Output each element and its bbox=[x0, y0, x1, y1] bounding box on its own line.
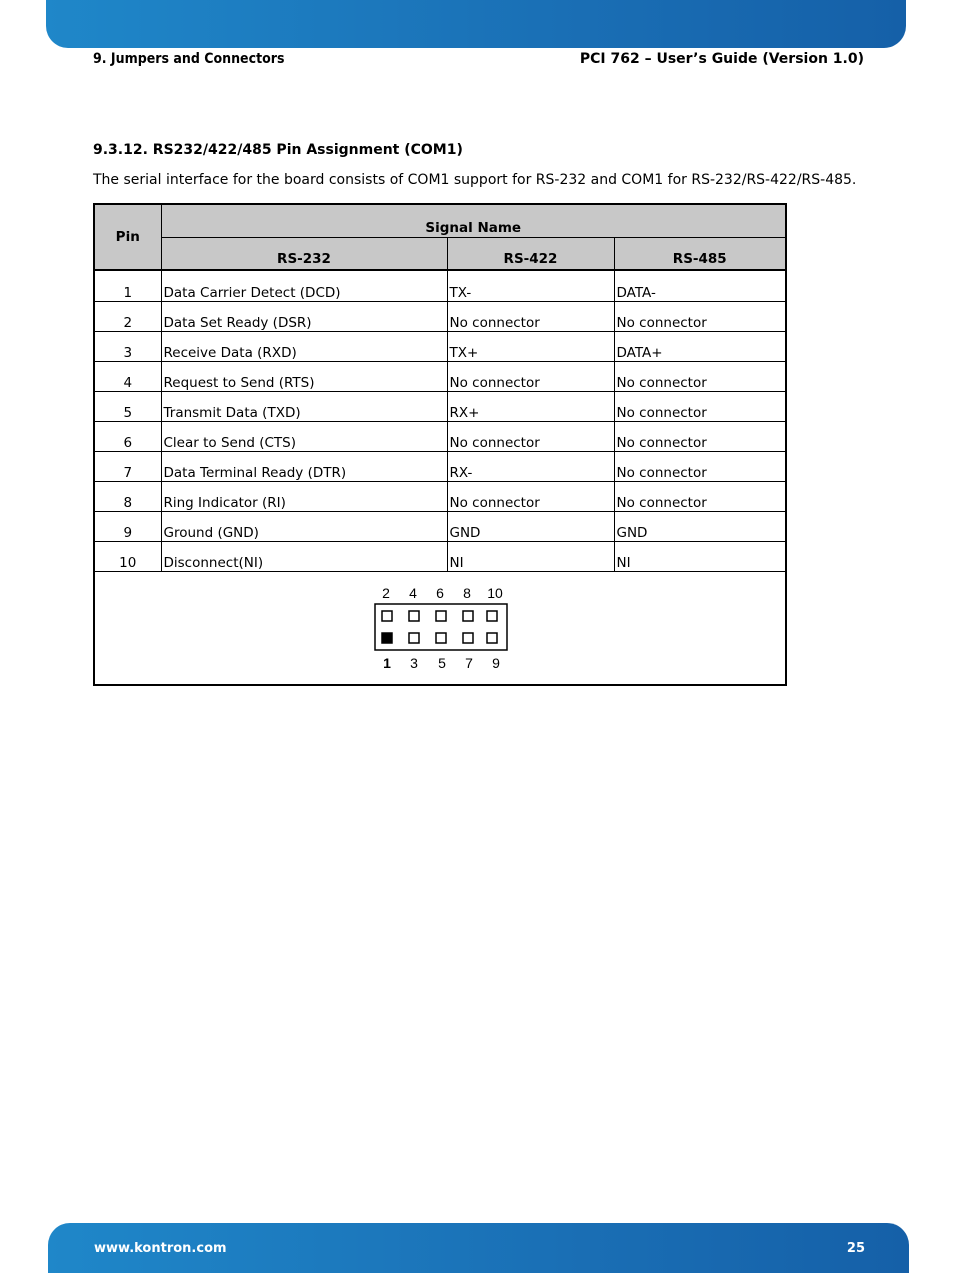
rs232-cell: Data Set Ready (DSR) bbox=[161, 302, 447, 332]
pin-assignment-table bbox=[93, 203, 787, 686]
pin-square bbox=[436, 611, 446, 621]
pin-square bbox=[487, 611, 497, 621]
top-banner bbox=[46, 0, 906, 48]
rs422-cell: No connector bbox=[447, 422, 614, 452]
signal-name-header: Signal Name bbox=[161, 204, 786, 238]
pin1-marker bbox=[382, 633, 392, 643]
pin-label-top: 4 bbox=[409, 585, 417, 601]
rs485-column-header: RS-485 bbox=[614, 238, 786, 271]
rs232-cell: Data Terminal Ready (DTR) bbox=[161, 452, 447, 482]
intro-paragraph: The serial interface for the board consists of COM1 support for RS-232 and COM1 for RS-232/RS-422/RS-485. bbox=[93, 172, 857, 188]
diagram-cell bbox=[94, 572, 786, 686]
rs422-cell: NI bbox=[447, 542, 614, 572]
rs232-cell: Clear to Send (CTS) bbox=[161, 422, 447, 452]
rs485-cell: No connector bbox=[614, 392, 786, 422]
website-link[interactable]: www.kontron.com bbox=[94, 1241, 227, 1256]
diagram-row bbox=[94, 572, 786, 686]
rs422-cell: TX- bbox=[447, 270, 614, 302]
table-row bbox=[94, 362, 786, 392]
section-title: 9.3.12. RS232/422/485 Pin Assignment (COM1) bbox=[93, 142, 463, 158]
rs232-cell: Disconnect(NI) bbox=[161, 542, 447, 572]
connector-pinout-diagram bbox=[374, 584, 514, 674]
rs422-cell: No connector bbox=[447, 362, 614, 392]
pin-label-bottom: 3 bbox=[410, 655, 418, 671]
rs422-cell: No connector bbox=[447, 302, 614, 332]
pin-number-cell: 9 bbox=[94, 512, 161, 542]
rs422-cell: GND bbox=[447, 512, 614, 542]
pin-label-bottom: 1 bbox=[383, 655, 391, 671]
pin-number-cell: 8 bbox=[94, 482, 161, 512]
table-row bbox=[94, 542, 786, 572]
pin-square bbox=[463, 633, 473, 643]
pin-label-bottom: 7 bbox=[465, 655, 473, 671]
rs485-cell: No connector bbox=[614, 482, 786, 512]
pin-label-bottom: 5 bbox=[438, 655, 446, 671]
pin-number-cell: 5 bbox=[94, 392, 161, 422]
rs422-column-header: RS-422 bbox=[447, 238, 614, 271]
pin-number-cell: 6 bbox=[94, 422, 161, 452]
rs485-cell: No connector bbox=[614, 362, 786, 392]
rs232-cell: Data Carrier Detect (DCD) bbox=[161, 270, 447, 302]
pin-number-cell: 4 bbox=[94, 362, 161, 392]
pin-number-cell: 3 bbox=[94, 332, 161, 362]
chapter-title: 9. Jumpers and Connectors bbox=[93, 51, 285, 67]
rs485-cell: NI bbox=[614, 542, 786, 572]
pin-label-top: 8 bbox=[463, 585, 471, 601]
pin-number-cell: 10 bbox=[94, 542, 161, 572]
rs232-cell: Transmit Data (TXD) bbox=[161, 392, 447, 422]
rs232-cell: Ring Indicator (RI) bbox=[161, 482, 447, 512]
table-row bbox=[94, 422, 786, 452]
table-row bbox=[94, 482, 786, 512]
pin-square bbox=[487, 633, 497, 643]
pin-label-bottom: 9 bbox=[492, 655, 500, 671]
pin-label-top: 10 bbox=[487, 585, 503, 601]
rs485-cell: No connector bbox=[614, 422, 786, 452]
rs232-cell: Ground (GND) bbox=[161, 512, 447, 542]
table-row bbox=[94, 302, 786, 332]
pin-square bbox=[409, 611, 419, 621]
pin-label-top: 6 bbox=[436, 585, 444, 601]
pin-square bbox=[382, 611, 392, 621]
table-row bbox=[94, 332, 786, 362]
rs232-cell: Request to Send (RTS) bbox=[161, 362, 447, 392]
table-row bbox=[94, 270, 786, 302]
rs485-cell: GND bbox=[614, 512, 786, 542]
rs232-column-header: RS-232 bbox=[161, 238, 447, 271]
rs485-cell: DATA+ bbox=[614, 332, 786, 362]
pin-square bbox=[463, 611, 473, 621]
rs422-cell: TX+ bbox=[447, 332, 614, 362]
rs485-cell: No connector bbox=[614, 302, 786, 332]
footer-banner bbox=[48, 1223, 909, 1273]
rs485-cell: DATA- bbox=[614, 270, 786, 302]
rs422-cell: No connector bbox=[447, 482, 614, 512]
pin-number-cell: 2 bbox=[94, 302, 161, 332]
pin-square bbox=[409, 633, 419, 643]
page-number: 25 bbox=[846, 1241, 865, 1256]
guide-title: PCI 762 – User’s Guide (Version 1.0) bbox=[579, 51, 864, 67]
table-row bbox=[94, 392, 786, 422]
table-row bbox=[94, 512, 786, 542]
rs422-cell: RX+ bbox=[447, 392, 614, 422]
pin-square bbox=[436, 633, 446, 643]
pin-label-top: 2 bbox=[382, 585, 390, 601]
pin-number-cell: 1 bbox=[94, 270, 161, 302]
pin-number-cell: 7 bbox=[94, 452, 161, 482]
rs232-cell: Receive Data (RXD) bbox=[161, 332, 447, 362]
rs485-cell: No connector bbox=[614, 452, 786, 482]
rs422-cell: RX- bbox=[447, 452, 614, 482]
pin-column-header: Pin bbox=[94, 204, 161, 270]
table-row bbox=[94, 452, 786, 482]
